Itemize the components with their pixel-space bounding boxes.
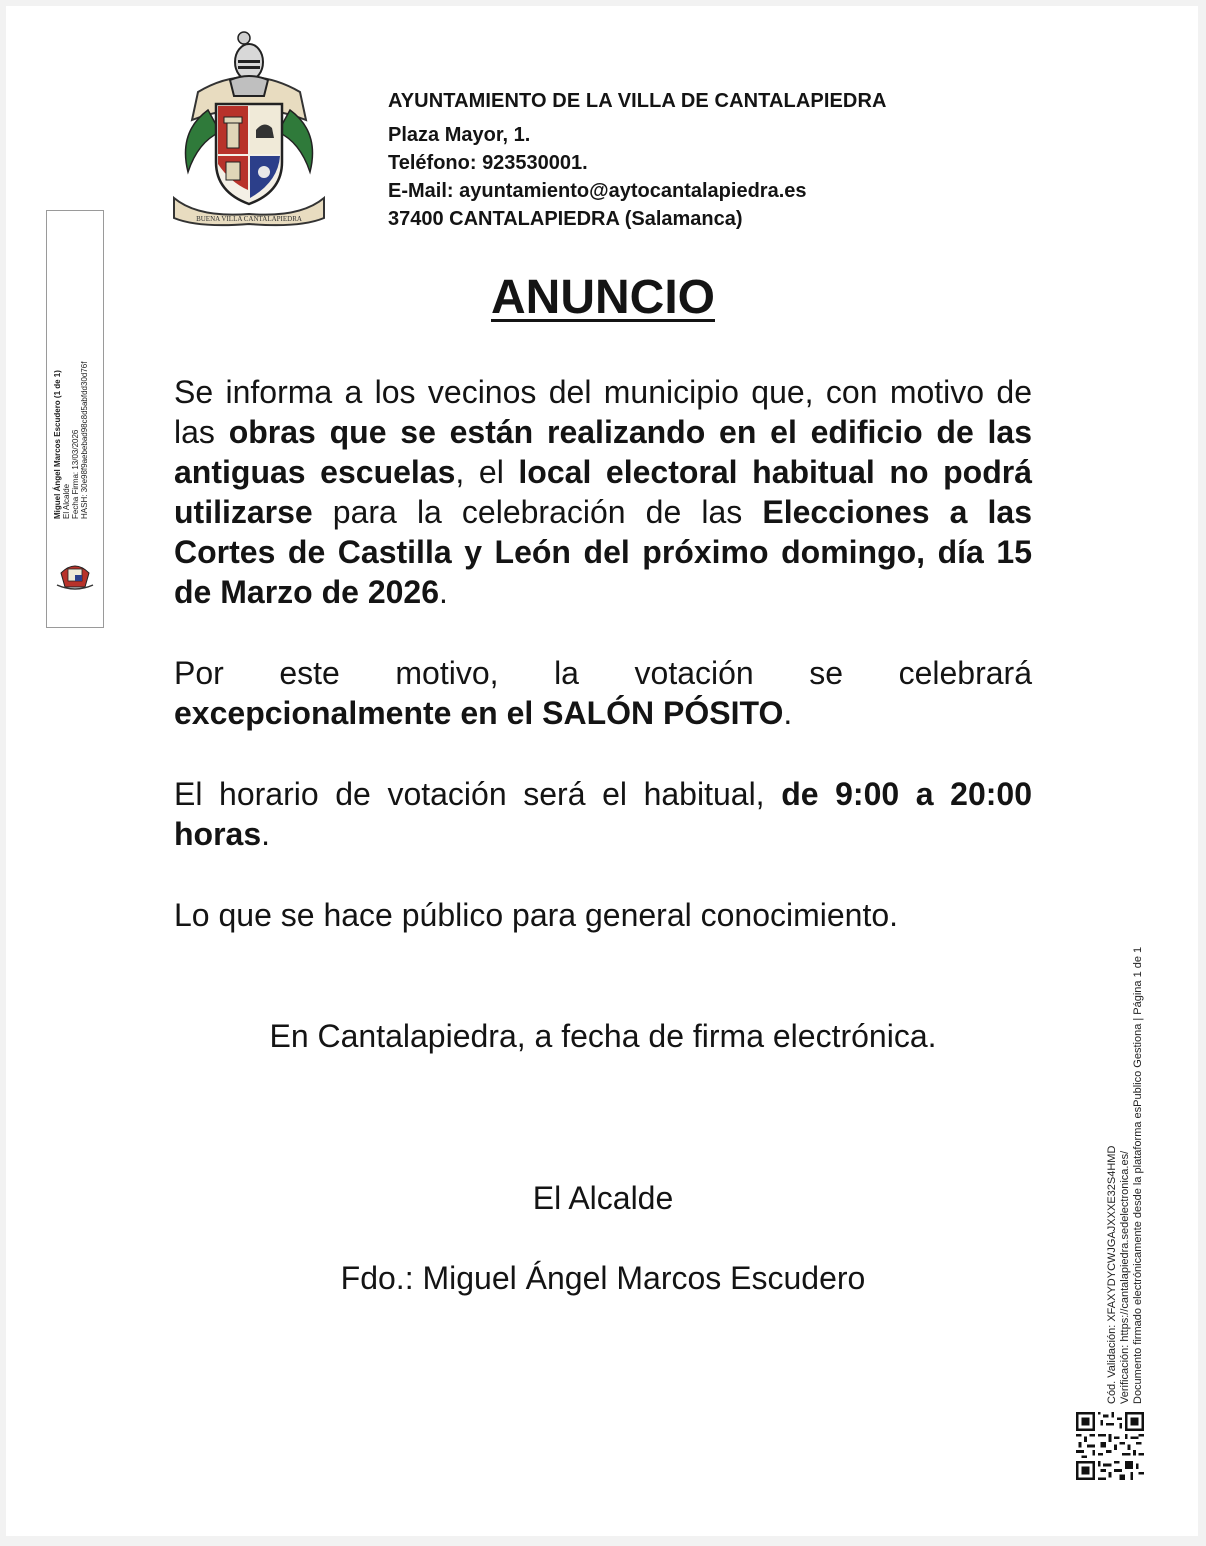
coat-of-arms-icon (168, 22, 330, 228)
svg-text:BUENA VILLA CANTALAPIEDRA: BUENA VILLA CANTALAPIEDRA (196, 215, 302, 223)
phone: Teléfono: 923530001. (388, 152, 588, 174)
text-span: Por este motivo, la votación se celebrará (174, 655, 1032, 691)
bold-span: excepcionalmente en el SALÓN PÓSITO (174, 695, 784, 731)
platform-note: Documento firmado electrónicamente desde la plataforma esPublico Gestiona | Página 1 de 1 (1132, 946, 1144, 1404)
stamp-role: El Alcalde (62, 483, 71, 519)
email: E-Mail: ayuntamiento@aytocantalapiedra.es (388, 180, 807, 202)
stamp-date: Fecha Firma: 13/03/2026 (71, 429, 80, 519)
signature-stamp (46, 210, 104, 628)
stamp-hash: HASH: 30e98f9aebebad98c8d5abfdd30d76f (80, 361, 89, 519)
text-span: , el (455, 454, 519, 490)
text-span: El horario de votación será el habitual, (174, 776, 782, 812)
letterhead (388, 90, 887, 233)
paragraph-schedule (174, 774, 1032, 854)
text-span: . (439, 574, 448, 610)
signature-line: Fdo.: Miguel Ángel Marcos Escudero (340, 1260, 866, 1296)
qr-code-icon (1076, 1412, 1144, 1480)
verification-url: Verificación: https://cantalapiedra.sedelectronica.es/ (1119, 1150, 1131, 1404)
document-page (6, 6, 1198, 1536)
signer-role: El Alcalde (532, 1180, 674, 1216)
bold-span: de 9:00 a 20:00 horas (174, 776, 1033, 852)
paragraph-location (174, 653, 1032, 733)
stamp-signer: Miguel Ángel Marcos Escudero (1 de 1) (53, 370, 62, 519)
text-span: para la celebración de las (312, 494, 763, 530)
text-span: . (261, 816, 271, 852)
text-span: . (783, 695, 793, 731)
paragraph-public-notice: Lo que se hace público para general conocimiento. (174, 897, 899, 933)
document-title: ANUNCIO (491, 271, 715, 324)
bold-span: Elecciones a las Cortes de Castilla y León del próximo domingo, día 15 de Marzo de 2026 (174, 494, 1032, 610)
verification-block (1106, 918, 1152, 1404)
bold-span: local electoral habitual no podrá utilizarse (174, 454, 1033, 530)
place-date: En Cantalapiedra, a fecha de firma electrónica. (269, 1018, 937, 1054)
bold-span: obras que se están realizando en el edificio de las antiguas escuelas (174, 414, 1033, 490)
validation-code: Cód. Validación: XFAXYDYCWJGAJXXXE32S4HMD (1106, 1145, 1118, 1404)
stamp-crest-icon (53, 555, 97, 591)
paragraph-notice (174, 372, 1032, 612)
address: Plaza Mayor, 1. (388, 124, 531, 146)
city: 37400 CANTALAPIEDRA (Salamanca) (388, 208, 743, 230)
text-span: Se informa a los vecinos del municipio que, con motivo de las (174, 374, 1032, 450)
organization-name: AYUNTAMIENTO DE LA VILLA DE CANTALAPIEDRA (388, 90, 887, 112)
